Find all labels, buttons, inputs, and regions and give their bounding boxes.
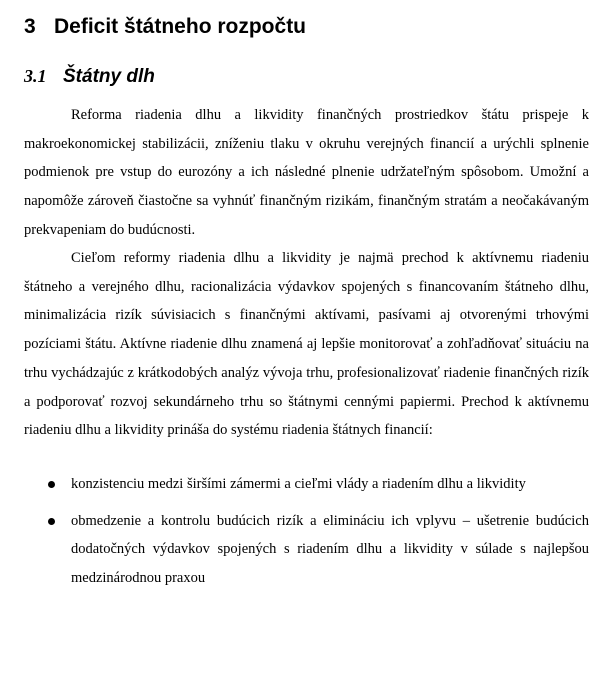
list-item-text: konzistenciu medzi širšími zámermi a cieľmi vlády a riadením dlhu a likvidity <box>71 476 526 492</box>
list-item-text: obmedzenie a kontrolu budúcich rizík a elimináciu ich vplyvu – ušetrenie budúcich dodatočných výdavkov spojených s riadením dlhu a likvidity v súlade s najlepšou medzinárodnou praxou <box>71 512 589 587</box>
section-number: 3.1 <box>24 66 47 86</box>
chapter-title: Deficit štátneho rozpočtu <box>54 15 307 38</box>
chapter-heading <box>24 13 306 41</box>
paragraph-reform-intro: Reforma riadenia dlhu a likvidity finančných prostriedkov štátu prispeje k makroekonomickej stabilizácii, zníženiu tlaku v okruhu verejných financií a urýchli splnenie podmienok pre vstup do eurozóny a ich následné plnenie udržateľným spôsobom. Umožní a napomôže zároveň čiastočne sa vyhnúť finančným rizikám, finančným stratám a neočakávaným prekvapeniam do budúcnosti. <box>24 107 589 238</box>
benefits-list <box>24 470 589 601</box>
paragraph-reform-goals: Cieľom reformy riadenia dlhu a likvidity je najmä prechod k aktívnemu riadeniu štátneho a verejného dlhu, racionalizácia výdavkov spojených s financovaním štátneho dlhu, minimalizácia rizík súvisiacich s finančnými aktívami, pasívami aj otvorenými trhovými pozíciami štátu. Aktívne riadenie dlhu znamená aj lepšie monitorovať a zohľadňovať situáciu na trhu vychádzajúc z krátkodobých analýz vývoja trhu, profesionalizovať riadenie finančných rizík a podporovať rozvoj sekundárneho trhu so štátnymi cennými papiermi. Prechod k aktívnemu riadeniu dlhu a likvidity prináša do systému riadenia štátnych financií: <box>24 250 589 439</box>
section-heading <box>24 63 155 91</box>
list-item <box>24 470 589 499</box>
list-item <box>24 507 589 593</box>
section-title: Štátny dlh <box>63 66 155 87</box>
bullet-dot-icon <box>48 481 55 488</box>
chapter-number: 3 <box>24 15 36 38</box>
bullet-dot-icon <box>48 518 55 525</box>
